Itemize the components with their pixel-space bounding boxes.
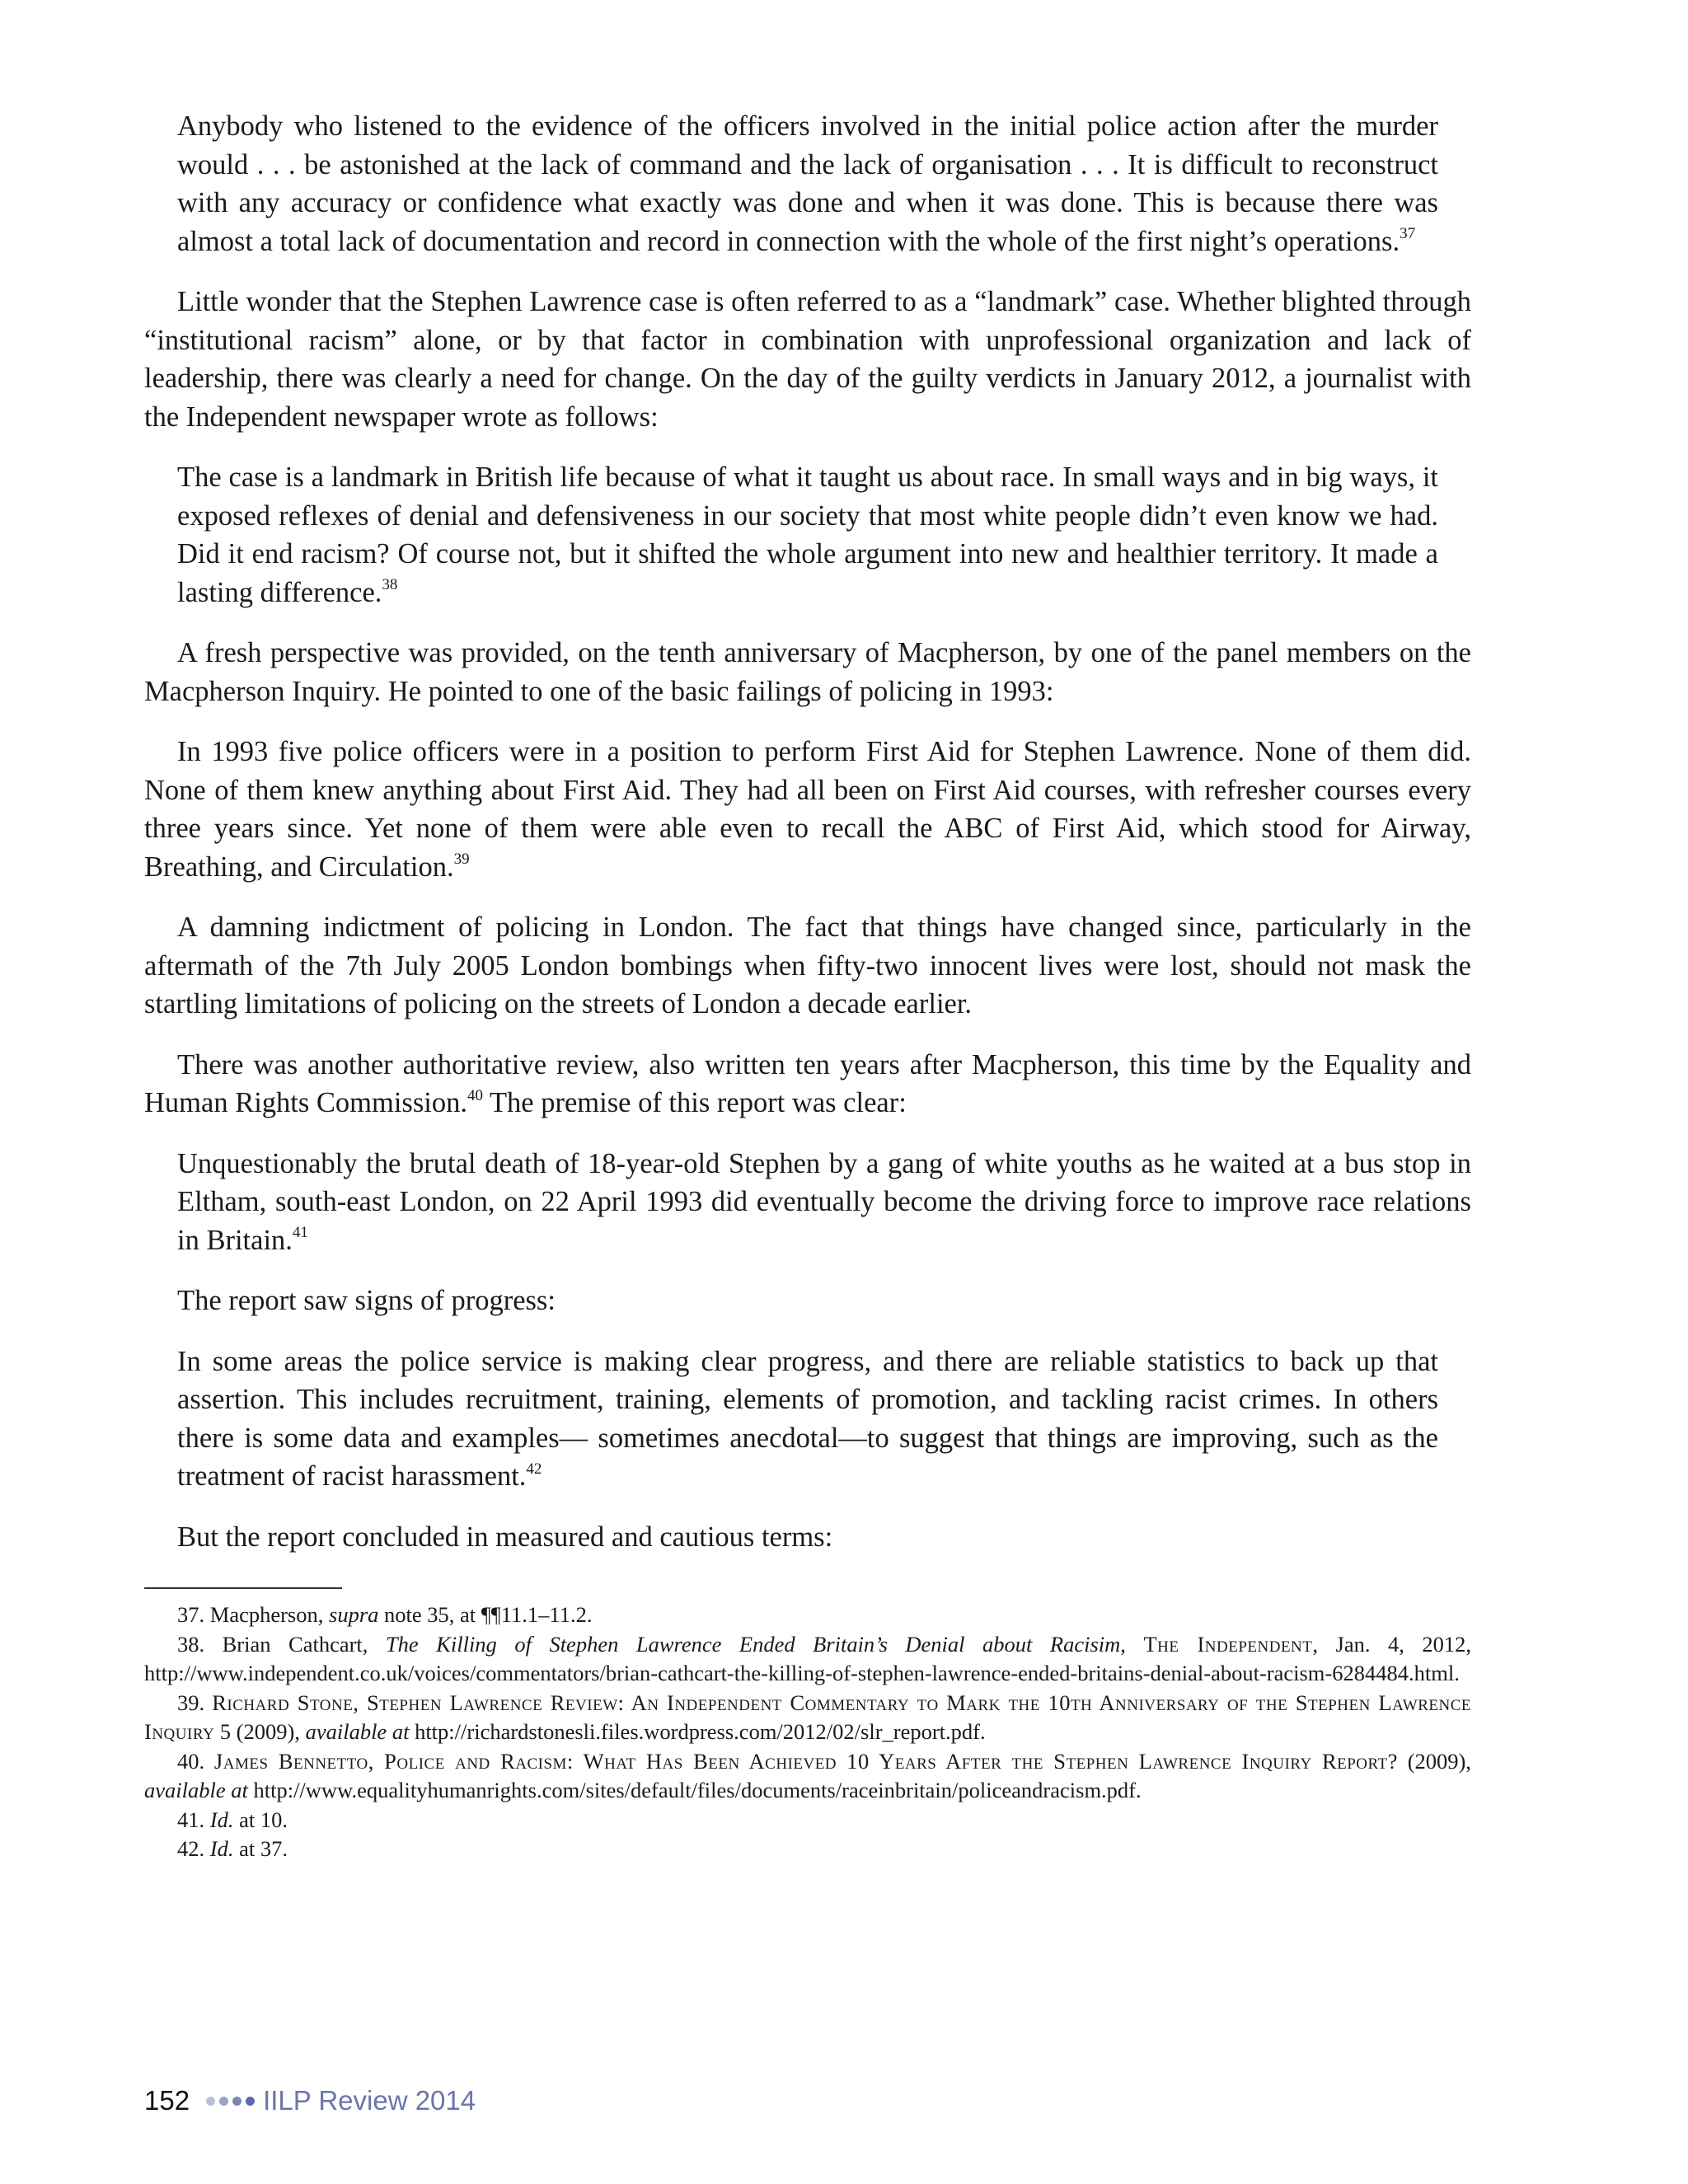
quote-text: Unquestionably the brutal death of 18-year-old Stephen by a gang of white youths as he waited at a bus stop in Eltham, south-east London, on 22 April 1993 did eventually become the driving force to improve race relations in Britain. <box>177 1147 1471 1256</box>
quote-text: Anybody who listened to the evidence of the officers involved in the initial police action after the murder would . . . be astonished at the lack of command and the lack of organisation . . . It is difficult to reconstruct with any accuracy or confidence what exactly was done and when it was done. This is because there was almost a total lack of documentation and record in connection with the whole of the first night’s operations. <box>177 110 1438 257</box>
quote-text: In some areas the police service is making clear progress, and there are reliable statistics to back up that assertion. This includes recruitment, training, elements of promotion, and tackling racist crimes. In others there is some data and examples— sometimes anecdotal—to suggest that things are improving, such as the treatment of racist harassment. <box>177 1345 1438 1492</box>
block-quote-progress <box>144 1343 1471 1496</box>
footnote-41: 41. Id. at 10. <box>177 1807 288 1832</box>
footnote-url[interactable]: http://www.equalityhumanrights.com/sites/default/files/documents/raceinbritain/policeandracism.pdf. <box>247 1778 1142 1802</box>
footnote-42: 42. Id. at 37. <box>177 1836 288 1861</box>
footnote-39: 39. Richard Stone, Stephen Lawrence Review: An Independent Commentary to Mark the 10th Anniversary of the Stephen Lawrence Inquiry 5 (2009), available at http://richardstonesli.files.wordpress.com/2012/02/slr_report.pdf. <box>144 1690 1472 1744</box>
publication-title: IILP Review 2014 <box>263 2085 476 2116</box>
paragraph-landmark: Little wonder that the Stephen Lawrence case is often referred to as a “landmark” case. Whether blighted through “institutional racism” alone, or by that factor in combination with unprofessional organization and lack of leadership, there was clearly a need for change. On the day of the guilty verdicts in January 2012, a journalist with the Independent newspaper wrote as follows: <box>144 286 1471 433</box>
block-quote-unquestionably <box>144 1145 1471 1260</box>
paragraph-first-aid <box>144 733 1471 886</box>
footnote-ref-42[interactable]: 42 <box>526 1460 542 1478</box>
dot-icon <box>232 2097 241 2106</box>
footnotes <box>144 1601 1471 1864</box>
footnote-url[interactable]: , Jan. 4, 2012, http://www.independent.co.uk/voices/commentators/brian-cathcart-the-killing-of-stephen-lawrence-ended-britains-denial-about-racism-6284484.html. <box>144 1631 1471 1685</box>
dot-icon <box>219 2097 228 2106</box>
paragraph-authoritative-review <box>144 1046 1471 1122</box>
footnote-ref-38[interactable]: 38 <box>382 576 398 593</box>
footnote-url[interactable]: http://richardstonesli.files.wordpress.com/2012/02/slr_report.pdf. <box>409 1719 986 1744</box>
footnote-ref-37[interactable]: 37 <box>1400 225 1416 242</box>
dot-icon <box>206 2097 215 2106</box>
footnote-ref-40[interactable]: 40 <box>467 1086 483 1104</box>
footnote-40: 40. James Bennetto, Police and Racism: What Has Been Achieved 10 Years After the Stephen Lawrence Inquiry Report? (2009), available at http://www.equalityhumanrights.com/sites/default/files/documents/raceinbritain/policeandracism.pdf. <box>144 1748 1472 1802</box>
footnote-ref-39[interactable]: 39 <box>453 851 470 868</box>
footnote-divider <box>144 1587 342 1589</box>
footnote-ref-41[interactable]: 41 <box>292 1224 308 1241</box>
paragraph-text: There was another authoritative review, also written ten years after Macpherson, this time by the Equality and Human Rights Commission. <box>144 1048 1471 1118</box>
paragraph-damning-indictment: A damning indictment of policing in London. The fact that things have changed since, particularly in the aftermath of the 7th July 2005 London bombings when fifty-two innocent lives were lost, should not mask the startling limitations of policing on the streets of London a decade earlier. <box>144 912 1471 1019</box>
main-text <box>144 107 1471 1556</box>
dot-icon <box>246 2097 255 2106</box>
page-footer <box>144 2085 476 2116</box>
block-quote-macpherson <box>144 107 1471 260</box>
paragraph-text: In 1993 five police officers were in a position to perform First Aid for Stephen Lawrence. None of them did. None of them knew anything about First Aid. They had all been on First Aid courses, with refresher courses every three years since. Yet none of them were able even to recall the ABC of First Aid, which stood for Airway, Breathing, and Circulation. <box>144 736 1471 883</box>
paragraph-fresh-perspective: A fresh perspective was provided, on the tenth anniversary of Macpherson, by one of the panel members on the Macpherson Inquiry. He pointed to one of the basic failings of policing in 1993: <box>144 637 1471 707</box>
footnote-38: 38. Brian Cathcart, The Killing of Stephen Lawrence Ended Britain’s Denial about Racisim, The Independent, Jan. 4, 2012, http://www.independent.co.uk/voices/commentators/brian-cathcart-the-killing-of-stephen-lawrence-ended-britains-denial-about-racism-6284484.html. <box>144 1631 1471 1685</box>
paragraph-text: The premise of this report was clear: <box>482 1087 907 1118</box>
paragraph-signs-of-progress: The report saw signs of progress: <box>177 1285 556 1316</box>
page-number: 152 <box>144 2085 190 2116</box>
page-body <box>144 107 1471 1864</box>
block-quote-independent <box>144 458 1471 612</box>
decorative-dots <box>206 2097 255 2106</box>
paragraph-concluded: But the report concluded in measured and cautious terms: <box>177 1521 833 1553</box>
footnote-37: 37. Macpherson, supra note 35, at ¶¶11.1–11.2. <box>177 1602 593 1627</box>
quote-text: The case is a landmark in British life because of what it taught us about race. In small ways and in big ways, it exposed reflexes of denial and defensiveness in our society that most white people didn’t even know we had. Did it end racism? Of course not, but it shifted the whole argument into new and healthier territory. It made a lasting difference. <box>177 462 1438 608</box>
